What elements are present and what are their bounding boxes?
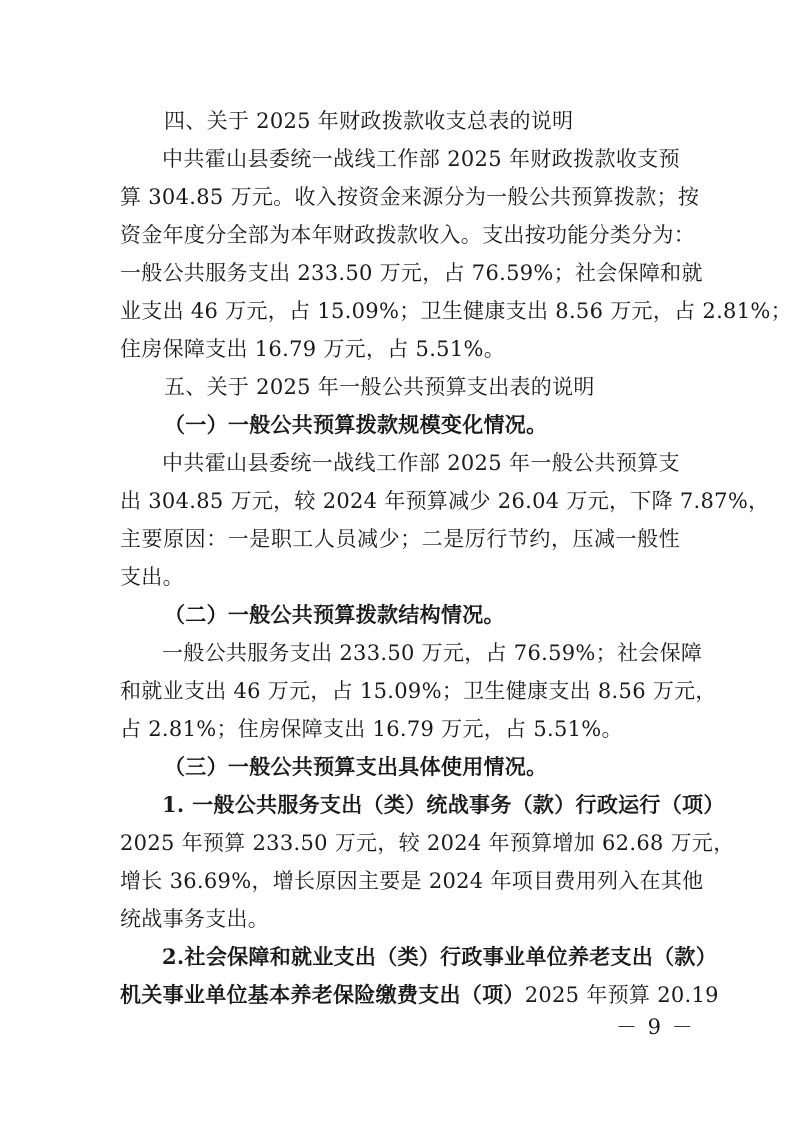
paragraph-line: 主要原因：一是职工人员减少；二是厉行节约，压减一般性 [120, 527, 680, 551]
subsection-1-heading: （一）一般公共预算拨款规模变化情况。 [164, 412, 548, 437]
item-2-title: 2.社会保障和就业支出（类）行政事业单位养老支出（款） [162, 944, 718, 969]
paragraph-line: 2025 年预算 233.50 万元，较 2024 年预算增加 62.68 万元， [120, 831, 735, 855]
item-2-title-bold: 机关事业单位基本养老保险缴费支出（项） [120, 982, 525, 1007]
paragraph-line: 统战事务支出。 [120, 907, 270, 931]
paragraph-line: 一般公共服务支出 233.50 万元，占 76.59%；社会保障 [162, 641, 703, 665]
paragraph-line: 中共霍山县委统一战线工作部 2025 年财政拨款收支预 [162, 147, 680, 171]
item-2-title-rest: 2025 年预算 20.19 [524, 983, 719, 1007]
paragraph-line: 一般公共服务支出 233.50 万元，占 76.59%；社会保障和就 [120, 261, 703, 285]
page-number: － 9 － [616, 1015, 695, 1039]
paragraph-line: 资金年度分全部为本年财政拨款收入。支出按功能分类分为： [120, 223, 696, 247]
item-2-title-line-2 [120, 980, 719, 1010]
paragraph-line: 支出。 [120, 565, 184, 589]
item-1-title: 1. 一般公共服务支出（类）统战事务（款）行政运行（项） [162, 792, 725, 817]
paragraph-line: 业支出 46 万元，占 15.09%；卫生健康支出 8.56 万元，占 2.81%； [120, 299, 792, 323]
section-5-heading: 五、关于 2025 年一般公共预算支出表的说明 [164, 375, 595, 399]
subsection-2-heading: （二）一般公共预算拨款结构情况。 [164, 602, 505, 627]
paragraph-line: 增长 36.69%，增长原因主要是 2024 年项目费用列入在其他 [120, 869, 704, 893]
paragraph-line: 中共霍山县委统一战线工作部 2025 年一般公共预算支 [162, 451, 680, 475]
paragraph-line: 和就业支出 46 万元，占 15.09%；卫生健康支出 8.56 万元， [120, 679, 717, 703]
paragraph-line: 出 304.85 万元，较 2024 年预算减少 26.04 万元，下降 7.87%， [120, 489, 770, 513]
paragraph-line: 住房保障支出 16.79 万元，占 5.51%。 [120, 337, 506, 361]
paragraph-line: 占 2.81%；住房保障支出 16.79 万元，占 5.51%。 [120, 717, 623, 741]
subsection-3-heading: （三）一般公共预算支出具体使用情况。 [164, 754, 548, 779]
paragraph-line: 算 304.85 万元。收入按资金来源分为一般公共预算拨款；按 [120, 185, 700, 209]
section-4-heading: 四、关于 2025 年财政拨款收支总表的说明 [164, 109, 574, 133]
